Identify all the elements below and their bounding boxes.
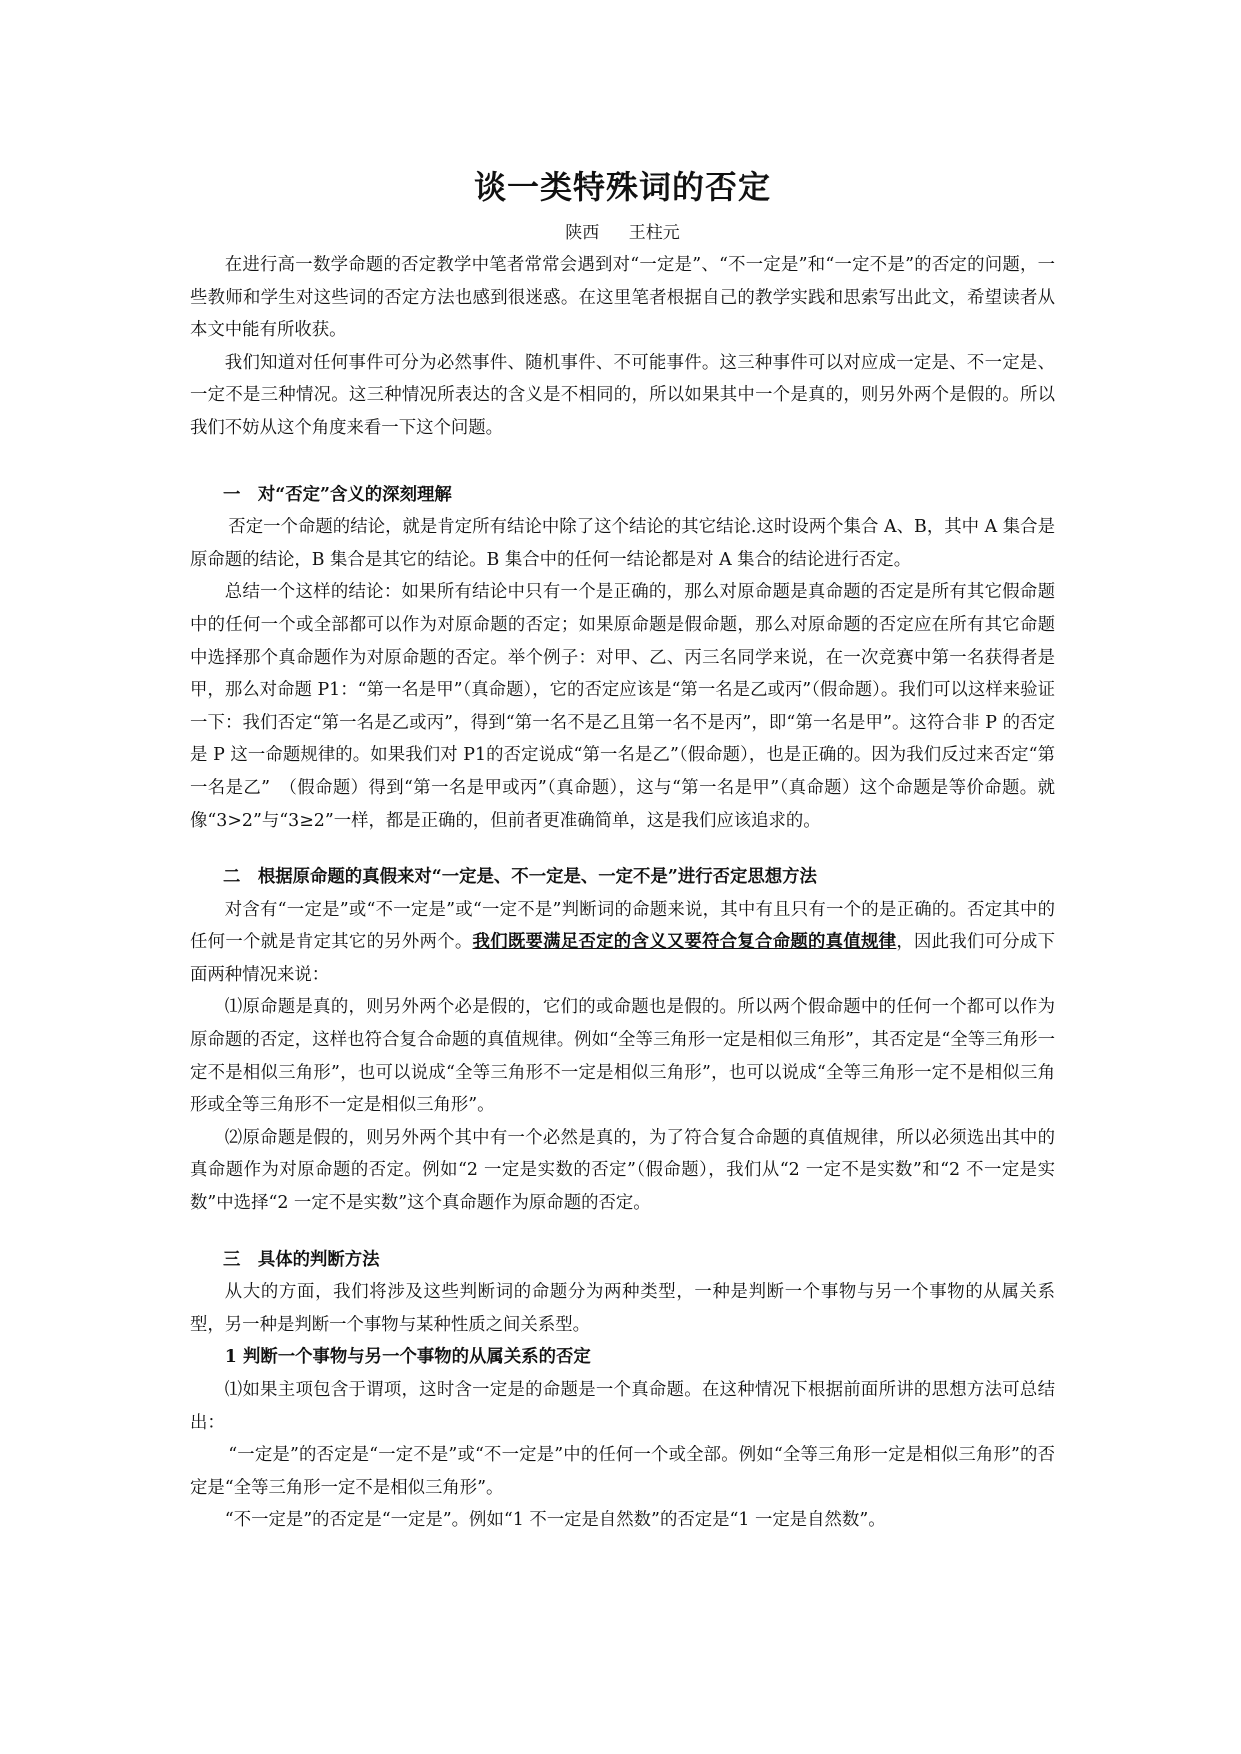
section-3-subheading: 1 判断一个事物与另一个事物的从属关系的否定 [224,1347,591,1368]
section-1-paragraph-2: 总结一个这样的结论：如果所有结论中只有一个是正确的，那么对原命题是真命题的否定是所有其它假命题中的任何一个或全部都可以作为对原命题的否定；如果原命题是假命题，那么对原命题的否定应在所有其它命题中选择那个真命题作为对原命题的否定。举个例子：对甲、乙、丙三名同学来说，在一次竞赛中第一名获得者是甲，那么对命题 P1：“第一名是甲”（真命题），它的否定应该是“第一名是乙或丙”（假命题）。我们可以这样来验证一下：我们否定“第一名是乙或丙”，得到“第一名不是乙且第一名不是丙”，即“第一名是甲”。这符合非 P 的否定是 P 这一命题规律的。如果我们对 P1的否定说成“第一名是乙”（假命题），也是正确的。因为我们反过来否定“第一名是乙” （假命题）得到“第一名是甲或丙”（真命题），这与“第一名是甲”（真命题）这个命题是等价命题。就像“3>2”与“3≥2”一样，都是正确的，但前者更准确简单，这是我们应该追求的。 [190,582,1055,831]
author-name: 王柱元 [628,223,680,243]
document-page [190,150,1055,1537]
intro-paragraph-1: 在进行高一数学命题的否定教学中笔者常常会遇到对“一定是”、“不一定是”和“一定不是”的否定的问题，一些教师和学生对这些词的否定方法也感到很迷惑。在这里笔者根据自己的教学实践和思索写出此文，希望读者从本文中能有所收获。 [190,255,1055,341]
section-2-emphasis: 我们既要满足否定的含义又要符合复合命题的真值规律 [472,932,897,953]
section-2-heading: 二 根据原命题的真假来对“一定是、不一定是、一定不是”进行否定思想方法 [223,867,817,888]
section-2-p1-text: 对含有“一定是”或“不一定是”或“一定不是”判断词的命题来说，其中有且只有一个的是正确的。否定其中的任何一个就是肯定其它的另外两个。 [190,899,1055,953]
author-line [190,218,1055,243]
document-title: 谈一类特殊词的否定 [473,168,771,206]
section-3-paragraph-2: ⑴如果主项包含于谓项，这时含一定是的命题是一个真命题。在这种情况下根据前面所讲的思想方法可总结出： [190,1380,1055,1433]
section-3-paragraph-3: “一定是”的否定是“一定不是”或“不一定是”中的任何一个或全部。例如“全等三角形一定是相似三角形”的否定是“全等三角形一定不是相似三角形”。 [190,1445,1055,1498]
section-1-paragraph-1: 否定一个命题的结论，就是肯定所有结论中除了这个结论的其它结论.这时设两个集合 A、B，其中 A 集合是原命题的结论，B 集合是其它的结论。B 集合中的任何一结论都是对 A 集合的结论进行否定。 [190,517,1055,570]
intro-paragraph-2: 我们知道对任何事件可分为必然事件、随机事件、不可能事件。这三种事件可以对应成一定是、不一定是、一定不是三种情况。这三种情况所表达的含义是不相同的，所以如果其中一个是真的，则另外两个是假的。所以我们不妨从这个角度来看一下这个问题。 [190,352,1055,438]
section-2-p1-tail: ，因此我们可分成下面两种情况来说： [190,932,1055,985]
section-2-paragraph-2: ⑴原命题是真的，则另外两个必是假的，它们的或命题也是假的。所以两个假命题中的任何一个都可以作为原命题的否定，这样也符合复合命题的真值规律。例如“全等三角形一定是相似三角形”，其否定是“全等三角形一定不是相似三角形”，也可以说成“全等三角形不一定是相似三角形”，也可以说成“全等三角形一定不是相似三角形或全等三角形不一定是相似三角形”。 [190,997,1055,1116]
section-2-paragraph-1 [190,894,1055,992]
section-2-paragraph-3: ⑵原命题是假的，则另外两个其中有一个必然是真的，为了符合复合命题的真值规律，所以必须选出其中的真命题作为对原命题的否定。例如“2 一定是实数的否定”（假命题），我们从“2 一定不是实数”和“2 不一定是实数”中选择“2 一定不是实数”这个真命题作为原命题的否定。 [190,1127,1055,1214]
section-3-paragraph-1: 从大的方面，我们将涉及这些判断词的命题分为两种类型，一种是判断一个事物与另一个事物的从属关系型，另一种是判断一个事物与某种性质之间关系型。 [190,1282,1055,1335]
section-3-heading: 三 具体的判断方法 [223,1249,380,1270]
section-1-heading: 一 对“否定”含义的深刻理解 [223,484,452,505]
section-3-paragraph-4: “不一定是”的否定是“一定是”。例如“1 不一定是自然数”的否定是“1 一定是自然数”。 [224,1510,886,1531]
author-province: 陕西 [565,223,600,243]
